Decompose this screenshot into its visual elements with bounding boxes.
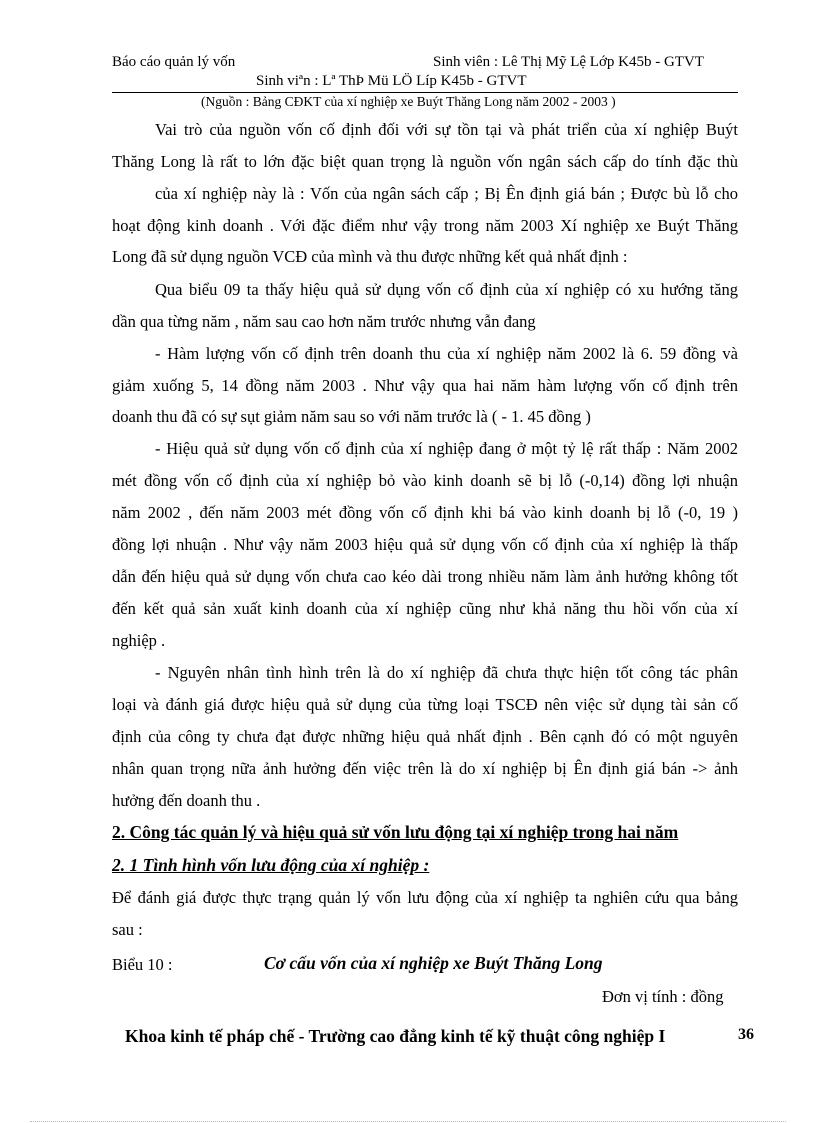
body-line: đến kết quả sản xuất kinh doanh của xí nghiệp cũng như khả năng thu hồi vốn của xí [112,599,738,618]
intro-line: Để đánh giá được thực trạng quản lý vốn lưu động của xí nghiệp ta nghiên cứu qua bảng [112,888,738,907]
body-line: Qua biểu 09 ta thấy hiệu quả sử dụng vốn cố định của xí nghiệp có xu hướng tăng [155,280,738,299]
body-line: năm 2002 , đến năm 2003 mét đồng vốn cố định khi bá vào kinh doanh bị lỗ (-0, 19 ) [112,503,738,522]
header-student-info-garbled: Sinh viªn : Lª ThÞ Mü LÖ Líp K45b - GTVT [256,73,527,89]
page-number: 36 [738,1026,754,1043]
body-line: Vai trò của nguồn vốn cố định đối với sự tồn tại và phát triển của xí nghiệp Buýt [155,120,738,139]
footer-text: Khoa kinh tế pháp chế - Trường cao đẳng kinh tế kỹ thuật công nghiệp I [125,1026,666,1046]
header-student-info: Sinh viên : Lê Thị Mỹ Lệ Lớp K45b - GTVT [433,54,704,70]
body-line: Thăng Long là rất to lớn đặc biệt quan trọng là nguồn vốn ngân sách cấp do tính đặc thù [112,152,738,171]
intro-line: sau : [112,920,143,939]
header-rule [112,92,738,93]
unit-label: Đơn vị tính : đồng [602,987,724,1006]
body-line: doanh thu đã có sự sụt giảm năm sau so với năm trước là ( - 1. 45 đồng ) [112,407,591,426]
body-line: dần qua từng năm , năm sau cao hơn năm trước nhưng vẫn đang [112,312,536,331]
body-line: Long đã sử dụng nguồn VCĐ của mình và thu được những kết quả nhất định : [112,247,628,266]
body-line: nhân quan trọng nữa ảnh hưởng đến việc trên là do xí nghiệp bị Ên định giá bán -> ảnh [112,759,738,778]
body-line: - Hiệu quả sử dụng vốn cố định của xí nghiệp đang ở một tỷ lệ rất thấp : Năm 2002 [155,439,738,458]
body-line: dẫn đến hiệu quả sử dụng vốn chưa cao kéo dài trong nhiều năm làm ảnh hưởng không tốt [112,567,738,586]
body-line: - Nguyên nhân tình hình trên là do xí nghiệp đã chưa thực hiện tốt công tác phân [155,663,738,682]
table-title: Cơ cấu vốn của xí nghiệp xe Buýt Thăng Long [264,953,603,973]
subsection-heading: 2. 1 Tình hình vốn lưu động của xí nghiệp : [112,855,430,875]
body-line: định của công ty chưa đạt được những hiệu quả nhất định . Bên cạnh đó có một nguyên [112,727,738,746]
source-note: (Nguồn : Bảng CĐKT của xí nghiệp xe Buýt Thăng Long năm 2002 - 2003 ) [201,94,616,109]
section-heading: 2. Công tác quản lý và hiệu quả sử vốn lưu động tại xí nghiệp trong hai năm [112,822,679,842]
table-label: Biểu 10 : [112,955,173,974]
body-line: của xí nghiệp này là : Vốn của ngân sách cấp ; Bị Ên định giá bán ; Được bù lỗ cho [155,184,738,203]
body-line: hoạt động kinh doanh . Với đặc điểm như vậy trong năm 2003 Xí nghiệp xe Buýt Thăng [112,216,738,235]
body-line: - Hàm lượng vốn cố định trên doanh thu của xí nghiệp năm 2002 là 6. 59 đồng và [155,344,738,363]
body-line: mét đồng vốn cố định của xí nghiệp bỏ vào kinh doanh sẽ bị lỗ (-0,14) đồng lợi nhuận [112,471,738,490]
body-line: nghiệp . [112,631,166,650]
body-line: loại và đánh giá được hiệu quả sử dụng của từng loại TSCĐ nên việc sử dụng tài sản cố [112,695,738,714]
body-line: hưởng đến doanh thu . [112,791,261,810]
page-border [30,1121,786,1122]
body-line: đồng lợi nhuận . Như vậy năm 2003 hiệu quả sử dụng vốn cố định của xí nghiệp là thấp [112,535,738,554]
header-report-title: Báo cáo quản lý vốn [112,54,236,70]
body-line: giảm xuống 5, 14 đồng năm 2003 . Như vậy qua hai năm hàm lượng vốn cố định trên [112,376,738,395]
